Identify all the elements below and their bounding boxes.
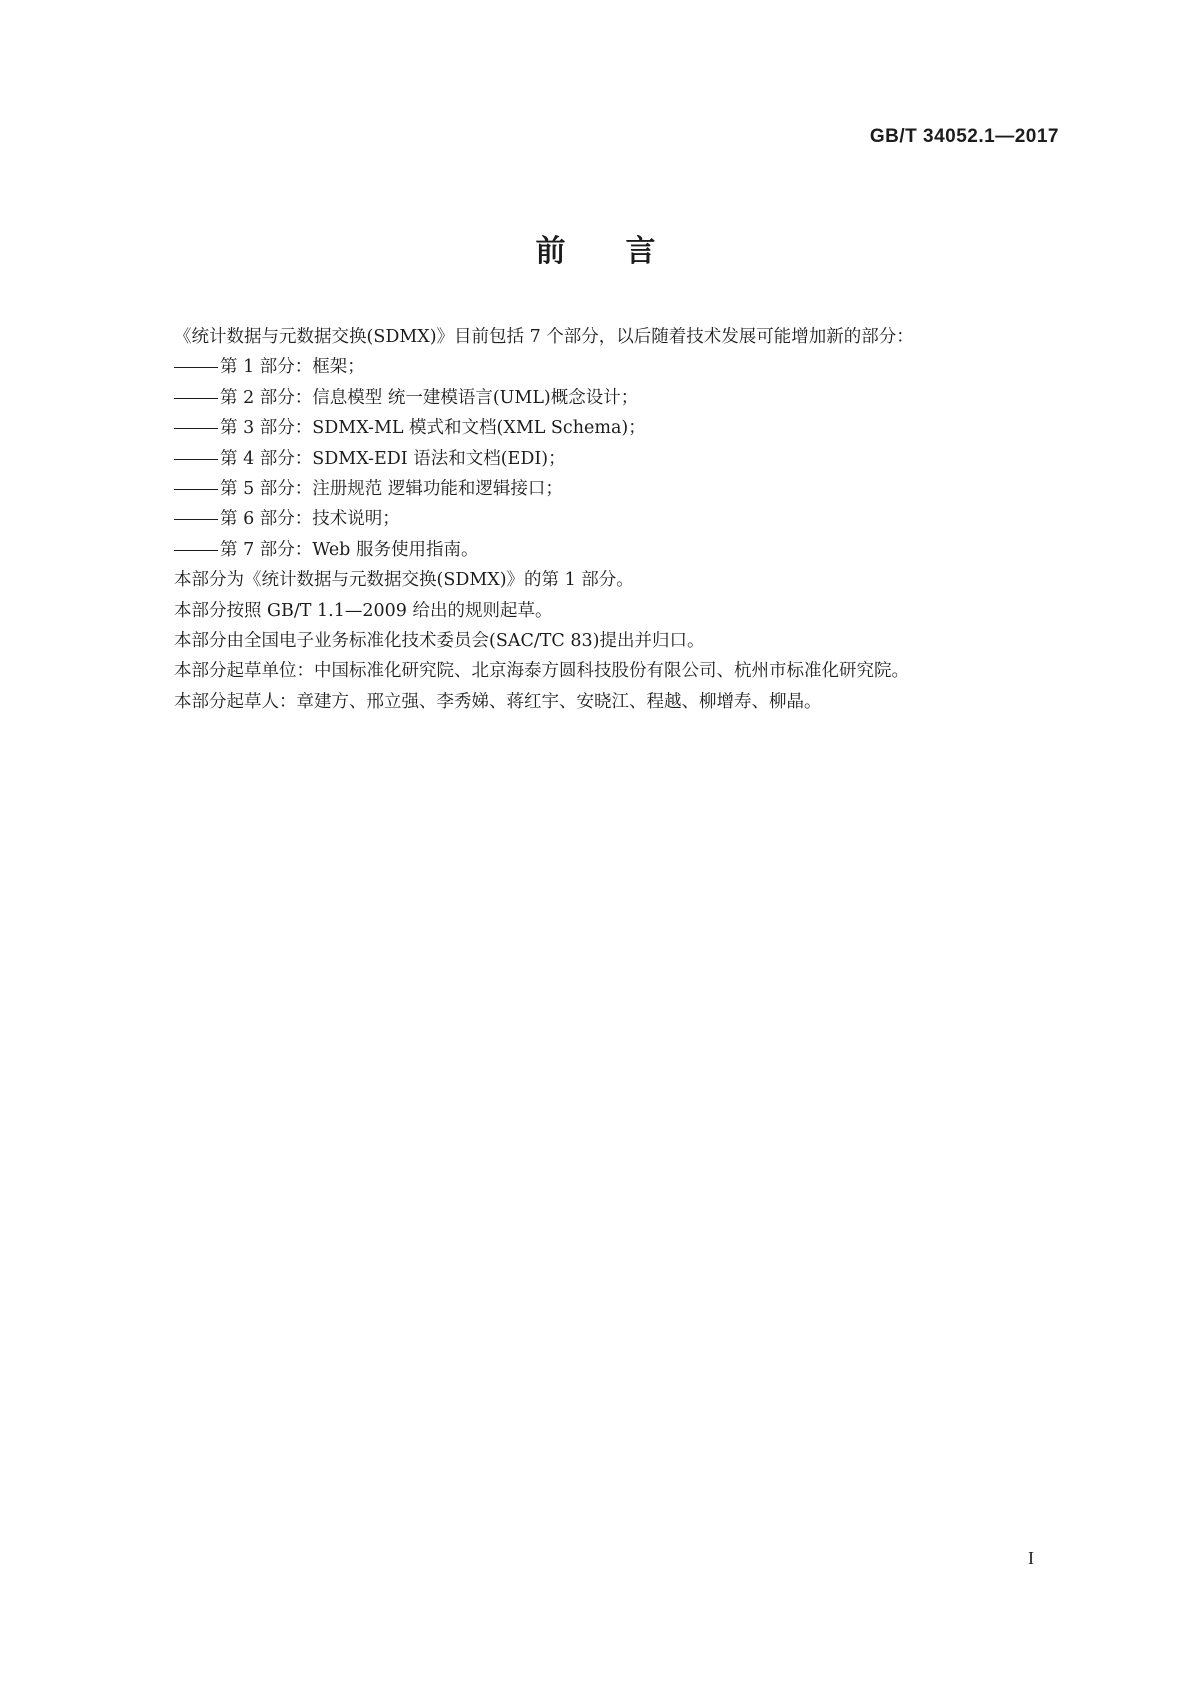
dash-marker	[174, 489, 218, 490]
page-title	[0, 226, 1191, 270]
part-list-item-5	[174, 474, 1054, 504]
part-list-item-text: 第 4 部分：SDMX-EDI 语法和文档(EDI)；	[220, 448, 566, 469]
part-list-item-text: 第 2 部分：信息模型 统一建模语言(UML)概念设计；	[220, 387, 639, 408]
statement-drafters: 本部分起草人：章建方、邢立强、李秀娣、蒋红宇、安晓江、程越、柳增寿、柳晶。	[174, 691, 822, 712]
dash-marker	[174, 550, 218, 551]
preface-body	[174, 322, 1054, 717]
statement-drafting-organizations: 本部分起草单位：中国标准化研究院、北京海泰方圆科技股份有限公司、杭州市标准化研究院。	[174, 661, 909, 682]
part-list-item-text: 第 1 部分：框架；	[220, 357, 365, 378]
statement-drafting-rules: 本部分按照 GB/T 1.1—2009 给出的规则起草。	[174, 600, 553, 621]
dash-marker	[174, 367, 218, 368]
dash-marker	[174, 398, 218, 399]
part-list-item-text: 第 7 部分：Web 服务使用指南。	[220, 539, 479, 560]
page-number: I	[1028, 1548, 1034, 1568]
intro-paragraph: 《统计数据与元数据交换(SDMX)》目前包括 7 个部分，以后随着技术发展可能增加新的部分：	[174, 327, 914, 347]
part-list-item-6	[174, 504, 1054, 534]
part-list-item-text: 第 3 部分：SDMX-ML 模式和文档(XML Schema)；	[220, 418, 646, 439]
part-list-item-1	[174, 352, 1054, 382]
statement-part-of-series: 本部分为《统计数据与元数据交换(SDMX)》的第 1 部分。	[174, 570, 634, 591]
dash-marker	[174, 428, 218, 429]
part-list-item-text: 第 6 部分：技术说明；	[220, 509, 400, 530]
dash-marker	[174, 459, 218, 460]
statement-proposer: 本部分由全国电子业务标准化技术委员会(SAC/TC 83)提出并归口。	[174, 630, 705, 651]
dash-marker	[174, 519, 218, 520]
part-list-item-3	[174, 413, 1054, 443]
part-list-item-2	[174, 383, 1054, 413]
standard-code: GB/T 34052.1—2017	[869, 126, 1059, 147]
page-title-left-char: 前	[535, 234, 566, 269]
part-list-item-text: 第 5 部分：注册规范 逻辑功能和逻辑接口；	[220, 478, 563, 499]
part-list-item-7	[174, 535, 1054, 565]
page-title-right-char: 言	[625, 234, 656, 269]
part-list-item-4	[174, 444, 1054, 474]
